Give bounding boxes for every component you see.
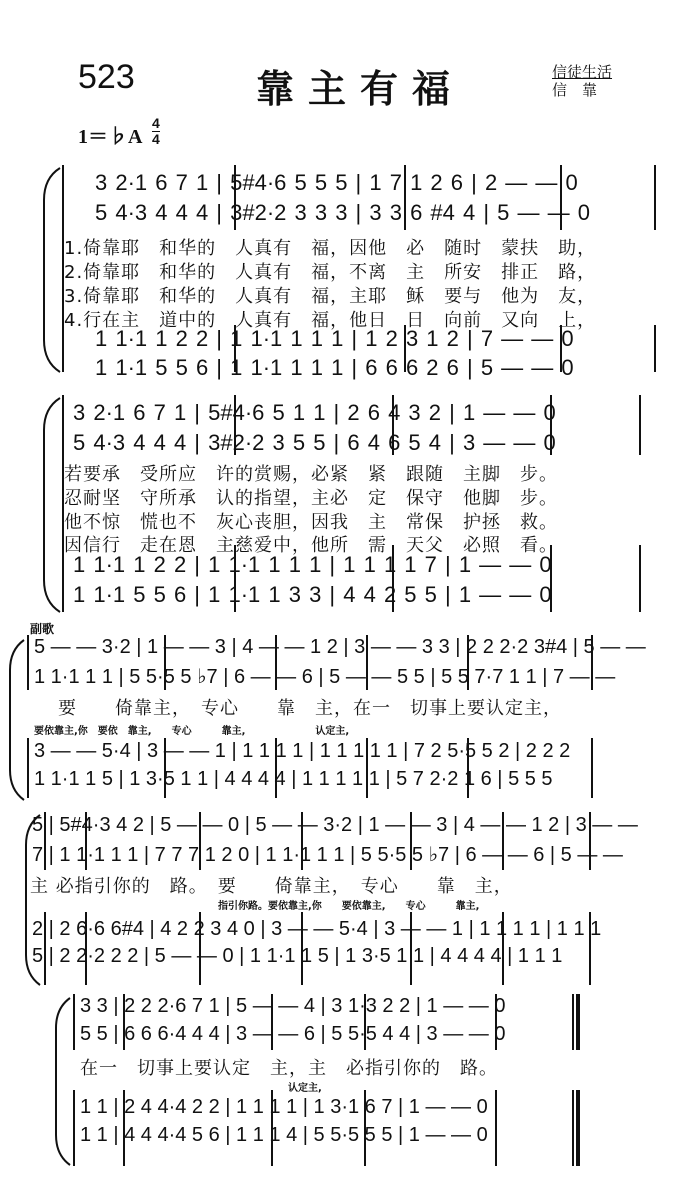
subcategory-label: 信 靠 [552,81,598,99]
s1-tenor-line: 1 1·1 1 2 2 | 1 1·1 1 1 1 | 1 2 3 1 2 | 7 — — 0 [95,326,574,351]
category-label: 信徒生活 [552,63,613,81]
system2-bracket [44,398,60,612]
s5-soprano-line: 3 3 | 2 2 2·6 7 1 | 5 — — 4 | 3 1·3 2 2 | 1 — — 0 [80,995,506,1017]
hymn-title: 靠主有福 [256,66,465,111]
s4-echo-lyric: 指引你路。要依靠主,你 要依靠主, 专心 靠主, [218,901,480,912]
s2-verse-4: 因信行 走在恩 主慈爱中，他所 需 天父 必照 看。 [64,535,558,556]
key-signature: 1＝♭A [78,126,143,148]
s2-tenor-line: 1 1·1 1 2 2 | 1 1·1 1 1 1 | 1 1 1 1 7 | 1 — — 0 [73,552,552,577]
s5-tenor-line: 1 1 | 2 4 4·4 2 2 | 1 1 1 1 | 1 3·1 6 7 | 1 — — 0 [80,1096,488,1118]
hymn-number: 523 [78,58,135,96]
s2-verse-3: 他不惊 慌也不 灰心丧胆，因我 主 常保 护拯 救。 [64,512,558,533]
s5-lyric: 在一 切事上要认定 主，主 必指引你的 路。 [80,1058,498,1079]
s5-echo-lyric: 认定主, [288,1083,322,1094]
s4-tenor-line: 2 | 2 6·6 6#4 | 4 2 2 3 4 0 | 3 — — 5·4 | 3 — — 1 | 1 1 1 1 | 1 1 1 [32,918,602,940]
s2-verse-2: 忍耐坚 守所承 认的指望，主必 定 保守 他脚 步。 [64,488,558,509]
s1-verse-1: 1.倚靠耶 和华的 人真有 福，因他 必 随时 蒙扶 助， [64,238,597,259]
system3-bracket [10,640,24,800]
s2-soprano-line: 3 2·1 6 7 1 | 5#4·6 5 1 1 | 2 6 4 3 2 | 1 — — 0 [73,400,556,425]
s1-verse-3: 3.倚靠耶 和华的 人真有 福，主耶 稣 要与 他为 友， [64,286,597,307]
s3-tenor-line: 3 — — 5·4 | 3 — — 1 | 1 1 1 1 | 1 1 1 1 1 | 7 2 5·5 5 2 | 2 2 2 [34,740,571,762]
s4-lyric: 主 必指引你的 路。 要 倚靠主， 专心 靠 主， [30,876,513,897]
time-signature-bottom: 4 [152,131,160,147]
s1-verse-4: 4.行在主 道中的 人真有 福，他日 日 向前 又向 上， [64,310,597,331]
refrain-label: 副歌 [30,622,55,636]
s4-bass-line: 5 | 2 2·2 2 2 | 5 — — 0 | 1 1·1 1 5 | 1 3·5 1 1 | 4 4 4 4 | 1 1 1 [32,945,563,967]
system1-bracket [44,168,60,372]
s4-soprano-line: 5 | 5#4·3 4 2 | 5 — — 0 | 5 — — 3·2 | 1 — — 3 | 4 — — 1 2 | 3 — — [32,814,638,836]
s4-alto-line: 7 | 1 1·1 1 1 | 7 7 7 1 2 0 | 1 1·1 1 1 | 5 5·5 5 ♭7 | 6 — — 6 | 5 — — [32,844,623,866]
s2-verse-1: 若要承 受所应 许的赏赐，必紧 紧 跟随 主脚 步。 [64,464,558,485]
s1-soprano-line: 3 2·1 6 7 1 | 5#4·6 5 5 5 | 1 7 1 2 6 | 2 — — 0 [95,170,578,195]
s2-bass-line: 1 1·1 5 5 6 | 1 1·1 1 3 3 | 4 4 2 5 5 | 1 — — 0 [73,582,552,607]
s1-bass-line: 1 1·1 5 5 6 | 1 1·1 1 1 1 | 6 6 6 2 6 | 5 — — 0 [95,355,574,380]
time-signature-top: 4 [152,115,160,131]
s2-alto-line: 5 4·3 4 4 4 | 3#2·2 3 5 5 | 6 4 6 5 4 | 3 — — 0 [73,430,556,455]
system5-bracket [56,998,70,1165]
s3-bass-line: 1 1·1 1 5 | 1 3·5 1 1 | 4 4 4 4 | 1 1 1 1 1 | 5 7 2·2 1 6 | 5 5 5 [34,768,553,790]
s3-alto-line: 1 1·1 1 1 | 5 5·5 5 ♭7 | 6 — — 6 | 5 — — 5 5 | 5 5 7·7 1 1 | 7 — — [34,666,616,688]
s3-echo-lyric: 要依靠主,你 要依 靠主, 专心 靠主, 认定主, [34,726,350,737]
s5-bass-line: 1 1 | 4 4 4·4 5 6 | 1 1 1 4 | 5 5·5 5 5 | 1 — — 0 [80,1124,488,1146]
s3-soprano-line: 5 — — 3·2 | 1 — — 3 | 4 — — 1 2 | 3 — — 3 3 | 2 2 2·2 3#4 | 5 — — [34,636,646,658]
s1-alto-line: 5 4·3 4 4 4 | 3#2·2 3 3 3 | 3 3 6 #4 4 | 5 — — 0 [95,200,590,225]
s5-alto-line: 5 5 | 6 6 6·4 4 4 | 3 — — 6 | 5 5·5 4 4 | 3 — — 0 [80,1023,506,1045]
s1-verse-2: 2.倚靠耶 和华的 人真有 福，不离 主 所安 排正 路， [64,262,597,283]
s3-lyric: 要 倚靠主， 专心 靠 主，在一 切事上要认定主， [58,698,562,719]
